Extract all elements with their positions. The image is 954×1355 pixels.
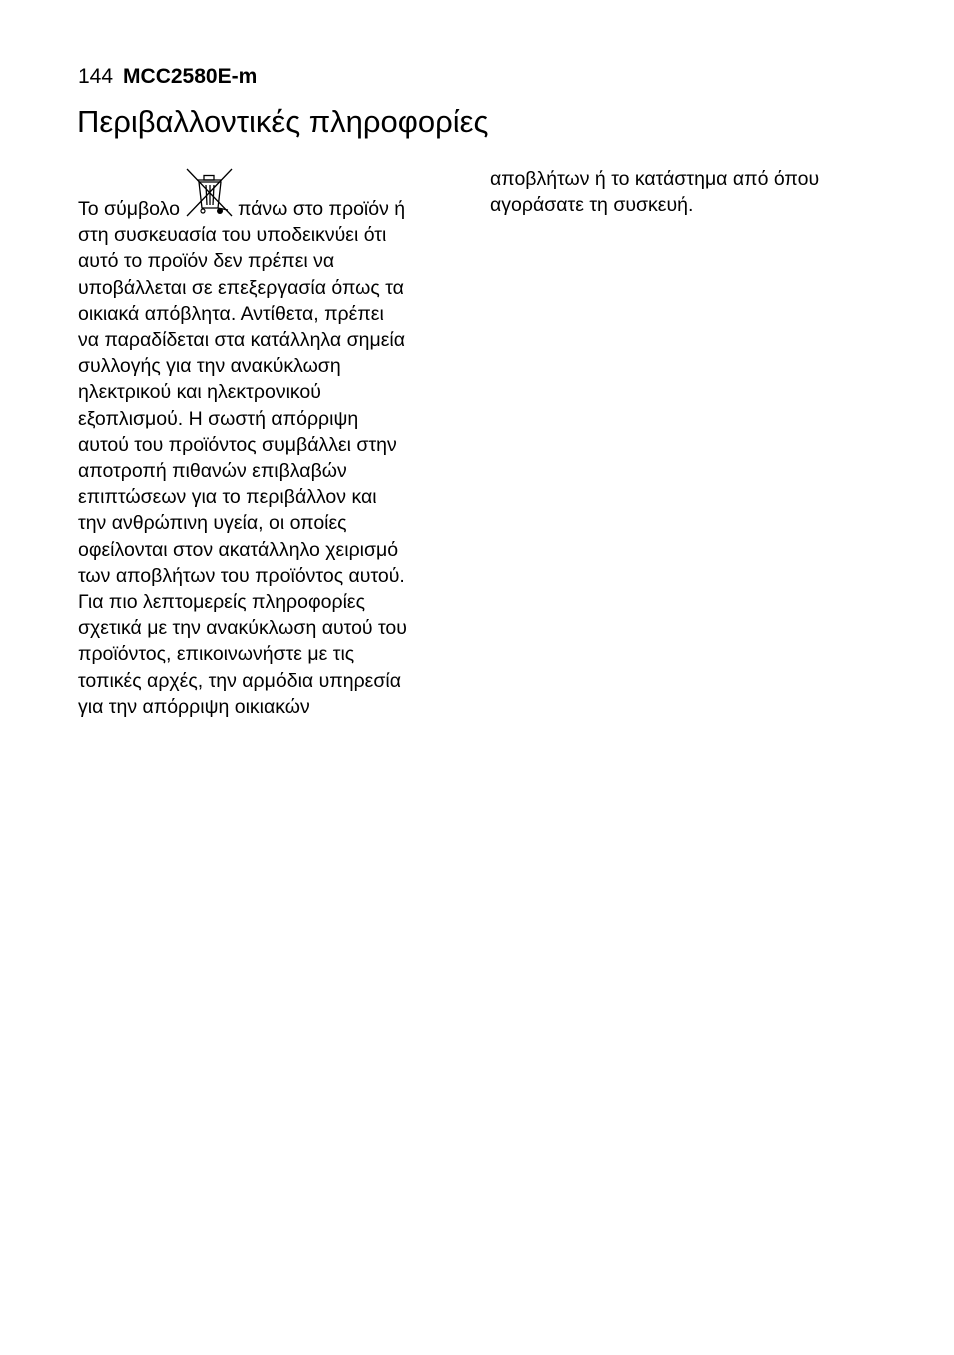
section-title: Περιβαλλοντικές πληροφορίες bbox=[77, 104, 489, 139]
text-line: ηλεκτρικού και ηλεκτρονικού bbox=[78, 381, 321, 404]
text-line: αυτού του προϊόντος συμβάλλει στην bbox=[78, 433, 397, 456]
text-line: Για πιο λεπτομερείς πληροφορίες bbox=[78, 591, 365, 614]
text-line: αυτό το προϊόν δεν πρέπει να bbox=[78, 250, 335, 273]
right-text-column bbox=[490, 166, 890, 218]
text-line: προϊόντος, επικοινωνήστε με τις bbox=[78, 643, 355, 666]
text-line: για την απόρριψη οικιακών bbox=[78, 695, 310, 718]
left-text-column bbox=[78, 196, 473, 720]
text-line: αγοράσατε τη συσκευή. bbox=[490, 194, 694, 217]
text-line: την ανθρώπινη υγεία, οι οποίες bbox=[78, 512, 347, 535]
text-line: να παραδίδεται στα κατάλληλα σημεία bbox=[78, 329, 405, 352]
text-fragment-after-symbol: πάνω στο προϊόν ή bbox=[237, 198, 406, 220]
text-line: επιπτώσεων για το περιβάλλον και bbox=[78, 486, 377, 509]
model-name: MCC2580E-m bbox=[123, 65, 258, 88]
page-header bbox=[78, 64, 257, 90]
text-line: υποβάλλεται σε επεξεργασία όπως τα bbox=[78, 276, 404, 299]
text-line: των αποβλήτων του προϊόντος αυτού. bbox=[78, 564, 405, 587]
text-line: οικιακά απόβλητα. Αντίθετα, πρέπει bbox=[78, 302, 384, 325]
text-line: στη συσκευασία του υποδεικνύει ότι bbox=[78, 224, 387, 247]
page-number: 144 bbox=[78, 65, 114, 88]
text-line: τοπικές αρχές, την αρμόδια υπηρεσία bbox=[78, 669, 401, 692]
text-line: εξοπλισμού. Η σωστή απόρριψη bbox=[78, 407, 359, 430]
text-line: συλλογής για την ανακύκλωση bbox=[78, 355, 341, 378]
text-line: οφείλονται στον ακατάλληλο χειρισμό bbox=[78, 538, 399, 561]
text-line: σχετικά με την ανακύκλωση αυτού του bbox=[78, 617, 407, 640]
text-line: αποβλήτων ή το κατάστημα από όπου bbox=[490, 168, 820, 190]
crossed-out-wheelie-bin-icon bbox=[184, 196, 236, 222]
text-line bbox=[78, 196, 473, 222]
text-line: αποτροπή πιθανών επιβλαβών bbox=[78, 460, 347, 483]
text-fragment-before-symbol: Το σύμβολο bbox=[78, 198, 180, 220]
